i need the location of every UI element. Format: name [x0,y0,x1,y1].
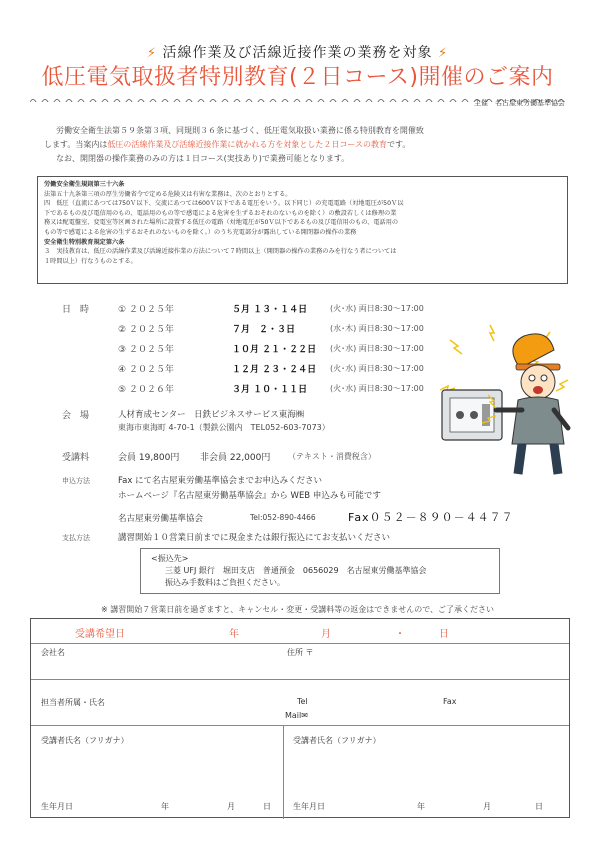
company-field[interactable]: 会社名 [41,648,65,657]
law-line: ３ 実技教育は、低圧の活線作業及び活線近接作業の方法について７時間以上（開閉器の操作の業務のみを行なう者については [44,248,397,256]
trainee-name-field[interactable]: 受講者氏名（フリガナ） [293,736,381,745]
transfer-note: 振込み手数料はご負担ください。 [165,578,285,587]
transfer-account: 三菱 UFJ 銀行 堀田支店 普通預金 0656029 名古屋東労働基準協会 [165,566,427,575]
schedule-year: ２０２５年 [128,365,174,375]
schedule-num: ② [118,325,127,335]
schedule-date: ５月 １３・１４日 [232,305,308,315]
schedule-time [330,383,424,394]
schedule-dow: (水･木) [330,324,357,333]
schedule-hours: 両日8:30～17:00 [358,324,424,333]
electrician-illustration [430,320,580,480]
lightning-icon: ⚡ [146,46,158,61]
intro-part: です。 [386,140,411,149]
law-line: １時間以上）行なうものとする。 [44,257,137,265]
payment-text: 講習開始１０営業日前までに現金または銀行振込にてお支払いください [118,533,391,543]
apply-org: 名古屋東労働基準協会 [118,514,204,524]
schedule-year: ２０２５年 [128,325,174,335]
birth-year[interactable]: 年 [417,802,425,811]
intro-line: なお、開閉器の操作業務のみの方は１日コース(実技あり)で業務可能となります。 [56,154,350,163]
wish-date-label: 受講希望日 [75,629,125,640]
schedule-year: ２０２５年 [128,305,174,315]
law-line: 下であるもの及び電信用のもの、電話用のもの等で感電による危害を生ずるおそれのないものを除く）の敷設若しくは修理の業 [44,209,397,217]
lightning-icon: ⚡ [437,46,449,61]
birth-month[interactable]: 月 [227,802,235,811]
law-line: 法第五十九条第三項の厚生労働省令で定める危険又は有害な業務は、次のとおりとする。 [44,190,292,198]
schedule-row [118,362,174,375]
apply-tel: Tel:052-890-4466 [250,513,316,522]
address-field[interactable]: 住所 〒 [287,648,314,657]
form-divider [31,679,569,680]
schedule-hours: 両日8:30～17:00 [358,384,424,393]
trainee-name-field[interactable]: 受講者氏名（フリガナ） [41,736,129,745]
payment-label: 支払方法 [62,534,90,542]
cancellation-notice: ※ 講習開始７営業日前を過ぎますと、キャンセル・変更・受講料等の返金はできませんので、ご了承ください [100,605,495,614]
form-divider [31,643,569,644]
law-line: もの等で感電による危害の生ずるおそれのないものを除く。）のうち充電部分が露出している開閉器の操作の業務 [44,228,357,236]
fax-field[interactable]: Fax [443,697,457,706]
venue-address: 東海市東海町 4-70-1（製鉄公園内 TEL052-603-7073） [118,423,330,432]
schedule-hours: 両日8:30～17:00 [358,304,424,313]
law-line: 四 低圧（直流にあつては750Ｖ以下、交流にあつては600Ｖ以下である電圧をいう。以下同じ）の充電電路（対地電圧が50Ｖ以 [44,200,404,208]
schedule-dow: (火･水) [330,364,357,373]
schedule-label: 日 時 [62,305,90,315]
schedule-num: ④ [118,365,127,375]
intro-line: 労働安全衛生法第５９条第３項、同規則３６条に基づく、低圧電気取扱い業務に係る特別教育を開催致 [56,126,424,135]
wish-month[interactable]: 月 [321,629,331,640]
apply-line: ホームページ『名古屋東労働基準協会』から WEB 申込みも可能です [118,491,381,501]
intro-highlight: 低圧の活線作業及び活線近接作業に就かれる方を対象とした２日コースの教育 [107,140,387,149]
subtitle-text: 活線作業及び活線近接作業の業務を対象 [162,45,433,61]
schedule-year: ２０２５年 [128,345,174,355]
page-title: 低圧電気取扱者特別教育(２日コース)開催のご案内 [41,65,554,90]
intro-part: します。当案内は [44,140,108,149]
fee-label: 受講料 [62,453,90,463]
form-divider [31,725,569,726]
birth-day[interactable]: 日 [535,802,543,811]
mail-label: Mail [285,711,302,720]
birth-day[interactable]: 日 [263,802,271,811]
form-divider [283,725,284,819]
birth-year[interactable]: 年 [161,802,169,811]
schedule-time [330,323,424,334]
schedule-row [118,382,174,395]
contact-person-field[interactable]: 担当者所属・氏名 [41,698,105,707]
venue-name: 人材育成センター 日鉄ビジネスサービス東海㈱ [118,410,305,420]
schedule-row [118,302,174,315]
apply-fax: Fax０５２－８９０－４４７７ [348,511,514,524]
schedule-dow: (火･水) [330,344,357,353]
wish-separator: ・ [395,629,405,640]
schedule-row [118,322,174,335]
schedule-dow: (火･水) [330,304,357,313]
schedule-time [330,303,424,314]
transfer-title: <振込先> [151,554,189,563]
schedule-num: ① [118,305,127,315]
bank-transfer-box [140,548,500,594]
schedule-date: １２月 ２３・２４日 [232,365,317,375]
schedule-time [330,363,424,374]
envelope-icon: ✉ [301,711,308,720]
schedule-time [330,343,424,354]
schedule-year: ２０２６年 [128,385,174,395]
birth-month[interactable]: 月 [483,802,491,811]
schedule-hours: 両日8:30～17:00 [358,344,424,353]
schedule-num: ⑤ [118,385,127,395]
law-heading: 安全衛生特別教育規定第六条 [44,238,125,246]
schedule-date: １０月 ２１・２２日 [232,345,317,355]
schedule-date: ７月 ２・３日 [232,325,296,335]
fee-nonmember: 非会員 22,000円 [200,453,271,463]
wish-day[interactable]: 日 [439,629,449,640]
fee-note: （テキスト・消費税含） [288,452,376,461]
mail-field[interactable] [285,711,308,720]
apply-label: 申込方法 [62,477,90,485]
birthdate-label: 生年月日 [293,802,325,811]
law-line: 務又は配電盤室、変電室等区画された場所に設置する低圧の電路（対地電圧が50Ｖ以下であるもの及び電信用のもの、電話用の [44,219,399,227]
wish-year[interactable]: 年 [229,629,239,640]
schedule-date: ３月 １０・１１日 [232,385,308,395]
apply-line: Fax にて名古屋東労働基準協会までお申込みください [118,476,323,486]
fee-member: 会員 19,800円 [118,453,180,463]
venue-label: 会 場 [62,411,90,421]
shocked-worker-image [430,320,580,480]
schedule-num: ③ [118,345,127,355]
law-heading: 労働安全衛生規則第三十六条 [44,181,125,188]
schedule-dow: (火･水) [330,384,357,393]
schedule-hours: 両日8:30～17:00 [358,364,424,373]
schedule-row [118,342,174,355]
tel-field[interactable]: Tel [297,697,308,706]
birthdate-label: 生年月日 [41,802,73,811]
application-form [30,618,570,818]
sponsor: 主催 名古屋東労働基準協会 [474,99,565,107]
